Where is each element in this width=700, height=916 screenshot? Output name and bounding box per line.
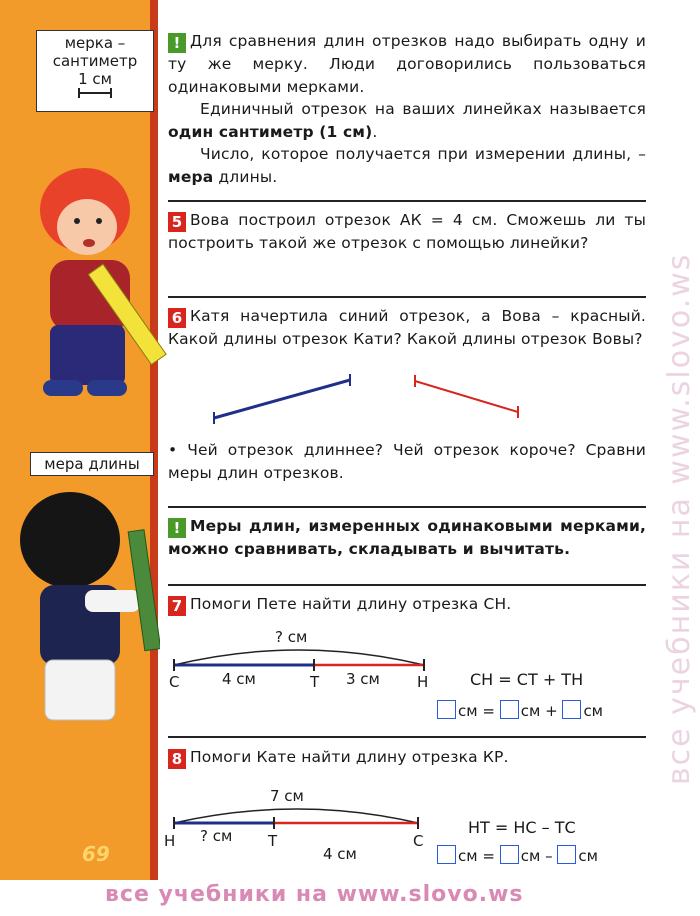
task-7-text: Помоги Пете найти длину отрезка СН. — [190, 595, 512, 613]
task-8-point-t: Т — [268, 832, 278, 850]
bottom-watermark: все учебники на www.slovo.ws — [105, 882, 524, 907]
answer-box[interactable] — [437, 700, 456, 719]
task-8-number: 8 — [168, 749, 186, 769]
task-8-point-h: Н — [164, 832, 176, 850]
task-6-text: Катя начертила синий отрезок, а Вова – красный. Какой длины отрезок Кати? Какой длины отрезок Вовы? — [168, 307, 646, 348]
side-watermark: все учебники на www.slovo.ws — [662, 252, 697, 785]
separator-4 — [168, 584, 646, 586]
task-5 — [168, 209, 646, 255]
rule-1 — [168, 30, 646, 188]
rule-2: ! Меры длин, измеренных одинаковыми мерками, можно сравнивать, складывать и вычитать. — [168, 517, 646, 558]
exclamation-icon-2: ! — [168, 518, 186, 538]
task-6 — [168, 305, 646, 351]
task-7-length-2: 3 см — [346, 670, 380, 688]
separator-2 — [168, 296, 646, 298]
rule-1-paragraph-1: ! Для сравнения длин отрезков надо выбирать одну и ту же мерку. Люди договорились пользоваться одинаковыми мерками. — [168, 32, 646, 96]
task-7-diagram — [168, 640, 438, 700]
task-8-top-length: 7 см — [270, 787, 304, 805]
separator-3 — [168, 506, 646, 508]
task-6-question: • Чей отрезок длиннее? Чей отрезок короче? Сравни меры длин отрезков. — [168, 441, 646, 482]
rule-1-paragraph-2: Единичный отрезок на ваших линейках называется один сантиметр (1 см). — [168, 100, 646, 141]
red-segment — [415, 381, 518, 412]
boy-with-ruler-illustration — [15, 155, 175, 415]
measure-cm-label: 1 см — [78, 70, 112, 88]
measure-label: мерка – сантиметр — [52, 34, 138, 70]
separator-1 — [168, 200, 646, 202]
separator-5 — [168, 736, 646, 738]
segments-drawing — [200, 370, 540, 430]
task-7-number: 7 — [168, 596, 186, 616]
blue-segment — [214, 380, 350, 418]
task-7-length-1: 4 см — [222, 670, 256, 688]
task-6-number: 6 — [168, 308, 186, 328]
measure-length-label: мера длины — [30, 452, 154, 476]
task-7-answer: см = см + см — [437, 700, 603, 720]
task-8-answer: см = см – см — [437, 845, 598, 865]
task-7 — [168, 593, 646, 616]
answer-box[interactable] — [562, 700, 581, 719]
answer-box[interactable] — [437, 845, 456, 864]
answer-box[interactable] — [500, 700, 519, 719]
boy-with-ruler-2-illustration — [10, 490, 160, 750]
task-8 — [168, 746, 646, 769]
task-8-point-c: С — [413, 832, 424, 850]
answer-box[interactable] — [557, 845, 576, 864]
task-8-text: Помоги Кате найти длину отрезка КР. — [190, 748, 509, 766]
centimeter-segment-icon — [75, 88, 115, 98]
task-7-point-t: Т — [310, 673, 320, 691]
answer-box[interactable] — [500, 845, 519, 864]
task-7-top-length: ? см — [275, 628, 308, 646]
page-number: 69 — [82, 842, 110, 866]
task-7-point-h: Н — [417, 673, 429, 691]
task-8-length-1: ? см — [200, 827, 233, 845]
measure-label-box — [36, 30, 154, 112]
task-5-text: Вова построил отрезок АК = 4 см. Сможешь ли ты построить такой же отрезок с помощью линейки? — [168, 211, 646, 252]
task-5-number: 5 — [168, 212, 186, 232]
task-8-length-2: 4 см — [323, 845, 357, 863]
exclamation-icon: ! — [168, 33, 186, 53]
task-7-point-c: С — [169, 673, 180, 691]
rule-1-paragraph-3: Число, которое получается при измерении длины, – мера длины. — [168, 145, 646, 186]
task-7-formula: СН = СТ + ТН — [470, 670, 584, 689]
task-8-formula: НТ = НС – ТС — [468, 818, 576, 837]
